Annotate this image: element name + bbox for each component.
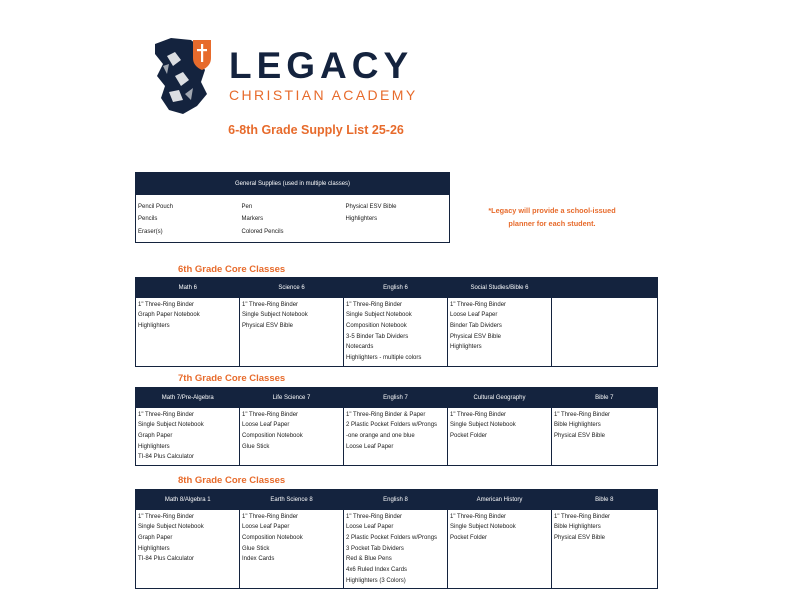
supply-item: 3 Pocket Tab Dividers bbox=[346, 545, 404, 552]
column-header: American History bbox=[448, 490, 552, 510]
supply-item: Loose Leaf Paper bbox=[346, 443, 394, 450]
empty-line bbox=[138, 342, 237, 353]
supply-item: -one orange and one blue bbox=[346, 432, 415, 439]
empty-line bbox=[450, 442, 549, 453]
column-header: English 6 bbox=[344, 278, 448, 298]
supply-item: 1" Three-Ring Binder bbox=[242, 513, 299, 520]
table-cell: Pen bbox=[241, 203, 253, 210]
supply-item: Notecards bbox=[346, 344, 374, 351]
empty-line bbox=[242, 565, 341, 576]
column-header: Math 8/Algebra 1 bbox=[136, 490, 240, 510]
school-logo bbox=[153, 36, 423, 118]
supply-cell bbox=[344, 408, 448, 466]
supply-cell bbox=[240, 408, 344, 466]
logo-subtitle: CHRISTIAN ACADEMY bbox=[229, 87, 418, 103]
supply-item: Pocket Folder bbox=[450, 534, 488, 541]
column-header: Life Science 7 bbox=[240, 388, 344, 408]
table-cell: Highlighters bbox=[345, 216, 378, 222]
grade8-table bbox=[135, 489, 658, 589]
supply-item: Single Subject Notebook bbox=[138, 524, 204, 531]
supply-item: Physical ESV Bible bbox=[554, 534, 606, 541]
table-cell: Physical ESV Bible bbox=[345, 203, 397, 210]
empty-line bbox=[554, 342, 655, 353]
planner-note: *Legacy will provide a school-issued planner for each student. bbox=[488, 206, 616, 228]
supply-item: Highlighters bbox=[450, 344, 482, 351]
table-cell: Eraser(s) bbox=[138, 228, 163, 235]
supply-item: Binder Tab Dividers bbox=[450, 322, 502, 329]
table-row bbox=[136, 213, 450, 226]
supply-item: Glue Stick bbox=[242, 545, 270, 552]
supply-cell bbox=[448, 408, 552, 466]
supply-item: Highlighters - multiple colors bbox=[346, 354, 422, 361]
empty-line bbox=[450, 565, 549, 576]
empty-line bbox=[450, 576, 549, 587]
supply-item: Loose Leaf Paper bbox=[242, 524, 290, 531]
supply-item: Bible Highlighters bbox=[554, 524, 601, 531]
empty-line bbox=[554, 576, 655, 587]
supply-item: 2 Plastic Pocket Folders w/Prongs bbox=[346, 534, 438, 541]
table-cell: Pencil Pouch bbox=[138, 203, 174, 210]
column-header: Science 6 bbox=[240, 278, 344, 298]
supply-item: 3-5 Binder Tab Dividers bbox=[346, 333, 409, 340]
supply-item: 1" Three-Ring Binder bbox=[138, 411, 195, 418]
supply-item: Pocket Folder bbox=[450, 432, 488, 439]
supply-item: Graph Paper bbox=[138, 432, 173, 439]
supply-item: Physical ESV Bible bbox=[242, 322, 294, 329]
table-cell: Colored Pencils bbox=[241, 228, 284, 235]
grade7-title: 7th Grade Core Classes bbox=[178, 373, 286, 384]
general-supplies-table bbox=[135, 172, 450, 243]
table-cell: Pencils bbox=[138, 216, 158, 222]
supply-cell bbox=[552, 408, 658, 466]
supply-item: Graph Paper bbox=[138, 534, 173, 541]
empty-line bbox=[554, 310, 655, 321]
supply-item: 1" Three-Ring Binder bbox=[242, 301, 299, 308]
empty-line bbox=[450, 554, 549, 565]
column-header: Social Studies/Bible 6 bbox=[448, 278, 552, 298]
supply-item: Composition Notebook bbox=[242, 432, 303, 439]
empty-line bbox=[138, 332, 237, 343]
supply-item: Graph Paper Notebook bbox=[138, 312, 200, 319]
supply-item: Single Subject Notebook bbox=[346, 312, 412, 319]
column-header: Bible 8 bbox=[552, 490, 658, 510]
supply-item: 1" Three-Ring Binder bbox=[346, 301, 403, 308]
column-header bbox=[552, 278, 658, 298]
supply-item: Single Subject Notebook bbox=[450, 524, 516, 531]
supply-item: 1" Three-Ring Binder bbox=[554, 411, 611, 418]
supply-item: TI-84 Plus Calculator bbox=[138, 556, 195, 563]
table-header-row bbox=[136, 278, 658, 298]
empty-line bbox=[450, 353, 549, 364]
supply-item: 4x6 Ruled Index Cards bbox=[346, 566, 408, 573]
supply-cell bbox=[552, 510, 658, 589]
empty-line bbox=[242, 452, 341, 463]
empty-line bbox=[242, 332, 341, 343]
supply-item: Highlighters bbox=[138, 322, 170, 329]
supply-item: Loose Leaf Paper bbox=[450, 312, 498, 319]
column-header: Bible 7 bbox=[552, 388, 658, 408]
supply-cell bbox=[552, 298, 658, 367]
table-cell: Markers bbox=[241, 216, 264, 222]
general-supplies-header: General Supplies (used in multiple classes) bbox=[136, 173, 450, 195]
empty-line bbox=[138, 353, 237, 364]
supply-item: 1" Three-Ring Binder bbox=[138, 513, 195, 520]
supply-item: 1" Three-Ring Binder bbox=[138, 301, 195, 308]
empty-line bbox=[450, 452, 549, 463]
supply-item: Single Subject Notebook bbox=[138, 422, 204, 429]
supply-item: Composition Notebook bbox=[242, 534, 303, 541]
supply-item: 1" Three-Ring Binder bbox=[450, 301, 507, 308]
supply-cell bbox=[344, 298, 448, 367]
supply-cell bbox=[448, 510, 552, 589]
supply-item: 1" Three-Ring Binder bbox=[450, 411, 507, 418]
supply-cell bbox=[344, 510, 448, 589]
supply-item: Loose Leaf Paper bbox=[346, 524, 394, 531]
empty-line bbox=[138, 565, 237, 576]
grade8-title: 8th Grade Core Classes bbox=[178, 475, 286, 486]
empty-line bbox=[554, 452, 655, 463]
grade6-table bbox=[135, 277, 658, 367]
empty-line bbox=[554, 332, 655, 343]
table-header-row bbox=[136, 388, 658, 408]
supply-item: Single Subject Notebook bbox=[450, 422, 516, 429]
table-row bbox=[136, 201, 450, 214]
supply-item: TI-84 Plus Calculator bbox=[138, 454, 195, 461]
logo-wordmark: LEGACY bbox=[229, 45, 414, 86]
column-header: Math 7/Pre-Algebra bbox=[136, 388, 240, 408]
page-title: 6-8th Grade Supply List 25-26 bbox=[228, 123, 404, 137]
supply-item: Loose Leaf Paper bbox=[242, 422, 290, 429]
supply-item: Highlighters bbox=[138, 545, 170, 552]
grade6-title: 6th Grade Core Classes bbox=[178, 264, 286, 275]
supply-cell bbox=[136, 408, 240, 466]
table-header-row bbox=[136, 490, 658, 510]
grade7-table bbox=[135, 387, 658, 466]
table-row bbox=[136, 298, 658, 367]
column-header: English 8 bbox=[344, 490, 448, 510]
empty-line bbox=[554, 544, 655, 555]
empty-line bbox=[554, 565, 655, 576]
table-cell bbox=[344, 226, 450, 239]
supply-item: Glue Stick bbox=[242, 443, 270, 450]
empty-line bbox=[554, 321, 655, 332]
supply-item: Index Cards bbox=[242, 556, 275, 563]
empty-line bbox=[554, 554, 655, 565]
supply-item: Highlighters bbox=[138, 443, 170, 450]
empty-line bbox=[450, 544, 549, 555]
supply-item: 1" Three-Ring Binder bbox=[346, 513, 403, 520]
supply-cell bbox=[448, 298, 552, 367]
table-row bbox=[136, 226, 450, 239]
supply-item: Highlighters (3 Colors) bbox=[346, 577, 406, 584]
supply-item: Physical ESV Bible bbox=[554, 432, 606, 439]
empty-line bbox=[554, 353, 655, 364]
supply-item: 1" Three-Ring Binder bbox=[554, 513, 611, 520]
empty-line bbox=[242, 576, 341, 587]
supply-item: 1" Three-Ring Binder bbox=[242, 411, 299, 418]
supply-cell bbox=[136, 510, 240, 589]
supply-item: Physical ESV Bible bbox=[450, 333, 502, 340]
supply-item: Single Subject Notebook bbox=[242, 312, 308, 319]
lion-crest-icon bbox=[153, 36, 215, 116]
supply-cell bbox=[136, 298, 240, 367]
supply-item: 1" Three-Ring Binder bbox=[450, 513, 507, 520]
empty-line bbox=[346, 452, 445, 463]
supply-item: Bible Highlighters bbox=[554, 422, 601, 429]
supply-item: Red & Blue Pens bbox=[346, 556, 392, 563]
empty-line bbox=[554, 300, 655, 311]
column-header: Earth Science 8 bbox=[240, 490, 344, 510]
supply-item: Composition Notebook bbox=[346, 322, 407, 329]
column-header: Math 6 bbox=[136, 278, 240, 298]
supply-cell bbox=[240, 298, 344, 367]
supply-item: 1" Three-Ring Binder & Paper bbox=[346, 411, 426, 418]
empty-line bbox=[138, 576, 237, 587]
empty-line bbox=[554, 442, 655, 453]
supply-cell bbox=[240, 510, 344, 589]
column-header: English 7 bbox=[344, 388, 448, 408]
empty-line bbox=[242, 342, 341, 353]
empty-line bbox=[242, 353, 341, 364]
supply-item: 2 Plastic Pocket Folders w/Prongs bbox=[346, 422, 438, 429]
table-row bbox=[136, 510, 658, 589]
column-header: Cultural Geography bbox=[448, 388, 552, 408]
table-row bbox=[136, 408, 658, 466]
